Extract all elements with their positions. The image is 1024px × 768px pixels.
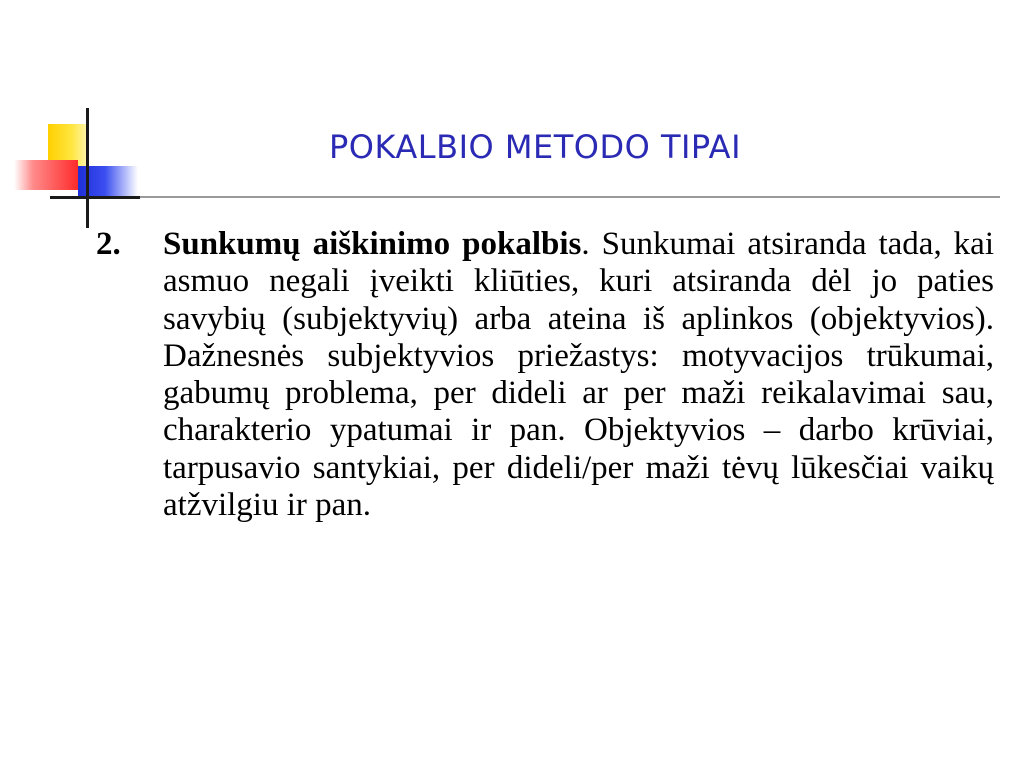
red-bar <box>14 160 78 190</box>
title-underline-rule <box>140 196 1000 198</box>
item-term: Sunkumų aiškinimo pokalbis <box>163 226 582 262</box>
numbered-item <box>96 226 996 524</box>
vertical-line <box>86 108 89 228</box>
slide-title: POKALBIO METODO TIPAI <box>329 128 741 166</box>
item-body <box>163 226 994 524</box>
horizontal-line <box>50 196 140 199</box>
item-term-suffix: . <box>581 226 590 262</box>
item-text: Sunkumai atsiranda tada, kai asmuo negali įveikti kliūties, kuri atsiranda dėl jo paties savybių (subjektyvių) arba ateina iš aplinkos (objektyvios). Dažnesnės subjektyvios priežastys: motyvacijos trūkumai, gabumų problema, per dideli ar per maži reikalavimai sau, charakterio ypatumai ir pan. Objektyvios – darbo krūviai, tarpusavio santykiai, per dideli/per maži tėvų lūkesčiai vaikų atžvilgiu ir pan. <box>163 226 995 524</box>
slide-logo-decoration <box>0 0 160 240</box>
item-number: 2. <box>96 226 121 262</box>
